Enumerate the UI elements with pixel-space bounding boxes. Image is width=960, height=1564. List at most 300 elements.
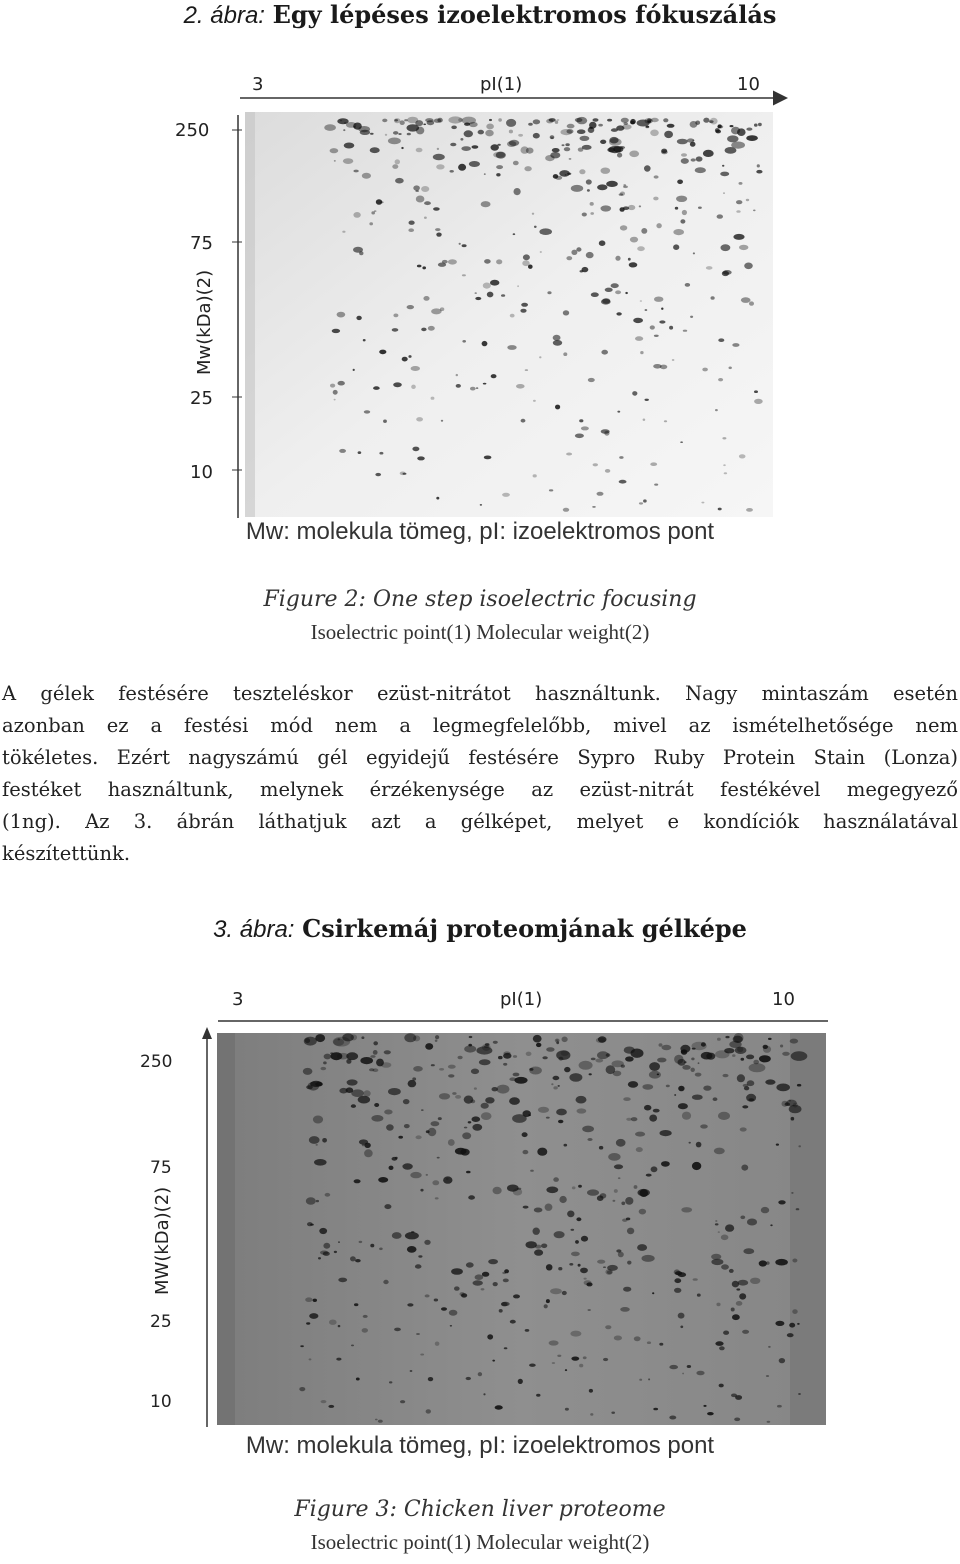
gel-spot <box>787 1333 794 1337</box>
gel-spot <box>383 1280 388 1284</box>
gel-spot <box>732 1054 735 1057</box>
gel-spot <box>513 1055 517 1058</box>
gel-spot <box>590 212 594 215</box>
gel-spot <box>731 1394 737 1398</box>
gel-spot <box>336 1358 341 1361</box>
gel-spot <box>330 384 335 388</box>
gel-spot <box>721 244 731 251</box>
gel-spot <box>593 118 599 121</box>
gel-spot <box>767 1421 771 1423</box>
gel-spot <box>675 207 678 210</box>
gel-spot <box>778 1200 785 1204</box>
gel-spot <box>323 1061 327 1064</box>
gel-spot <box>378 1420 383 1423</box>
gel-spot <box>625 1197 633 1205</box>
gel-spot <box>343 158 353 164</box>
gel-spot <box>316 1144 318 1146</box>
gel-spot <box>408 355 411 358</box>
figure-2-heading: Egy lépéses izoelektromos fókuszálás <box>272 0 777 29</box>
gel-spot <box>651 118 659 122</box>
gel-spot <box>461 146 471 151</box>
gel-spot <box>526 1052 532 1056</box>
gel-spot <box>561 129 573 135</box>
gel-spot <box>550 135 555 139</box>
gel-spot <box>428 326 435 331</box>
gel-spot <box>597 184 607 190</box>
gel-spot <box>340 120 342 122</box>
gel-spot <box>625 292 628 294</box>
gel-spot <box>484 456 492 460</box>
gel-spot <box>436 233 441 237</box>
gel-spot <box>740 1216 745 1220</box>
gel-spot <box>381 1062 392 1068</box>
gel-spot <box>374 1103 379 1107</box>
gel-spot <box>637 1244 647 1251</box>
gel-spot <box>797 1323 800 1325</box>
gel-spot <box>674 1055 683 1064</box>
gel-spot <box>722 271 729 276</box>
gel-spot <box>564 1144 568 1147</box>
gel-spot <box>407 1303 413 1306</box>
gel-spot <box>305 1297 312 1302</box>
gel-spot <box>663 118 668 122</box>
gel-spot <box>509 140 519 146</box>
gel-spot <box>673 244 679 250</box>
gel-spot <box>737 128 746 136</box>
gel-spot <box>623 1287 631 1292</box>
gel-spot <box>718 1231 720 1233</box>
gel-spot <box>753 1060 759 1065</box>
figure-2-y-tick-25: 25 <box>190 388 213 409</box>
gel-spot <box>681 153 687 156</box>
gel-spot <box>621 118 629 123</box>
figure-2-caption-hu: Mw: molekula tömeg, pI: izoelektromos pont <box>245 518 715 545</box>
gel-spot <box>644 1105 651 1111</box>
gel-spot <box>415 190 419 192</box>
gel-spot <box>478 130 484 135</box>
gel-spot <box>555 405 560 410</box>
gel-spot <box>553 1076 560 1080</box>
gel-spot <box>725 1224 734 1231</box>
gel-spot <box>469 122 478 127</box>
gel-spot <box>577 129 586 134</box>
gel-spot <box>732 343 739 347</box>
gel-spot <box>482 341 488 346</box>
gel-spot <box>417 265 422 268</box>
gel-spot <box>549 489 553 491</box>
gel-spot <box>581 426 589 430</box>
gel-spot <box>607 148 615 153</box>
gel-spot <box>605 469 610 473</box>
gel-spot <box>792 1309 797 1314</box>
gel-spot <box>567 124 575 129</box>
gel-spot <box>384 1110 392 1115</box>
gel-spot <box>509 1077 516 1081</box>
gel-spot <box>621 1202 625 1206</box>
gel-spot <box>442 260 448 264</box>
gel-spot <box>509 130 513 134</box>
gel-spot <box>579 169 585 174</box>
gel-spot <box>667 124 675 128</box>
gel-spot <box>692 140 694 142</box>
gel-spot <box>616 1139 626 1147</box>
gel-spot <box>628 205 635 210</box>
gel-spot <box>398 133 401 135</box>
gel-spot <box>478 1372 482 1376</box>
gel-spot <box>462 1132 471 1139</box>
gel-spot <box>718 338 724 342</box>
gel-spot <box>709 120 714 123</box>
gel-spot <box>734 1418 740 1422</box>
gel-spot <box>763 1046 771 1053</box>
gel-spot <box>551 1083 553 1085</box>
gel-spot <box>582 213 587 217</box>
gel-spot <box>526 148 534 154</box>
gel-spot <box>375 1419 378 1421</box>
gel-spot <box>337 312 346 318</box>
gel-spot <box>407 117 418 124</box>
gel-spot <box>603 1266 606 1268</box>
gel-spot <box>523 1150 529 1154</box>
gel-spot <box>530 1170 534 1172</box>
gel-spot <box>687 1365 691 1368</box>
gel-spot <box>730 125 734 127</box>
figure-2-x-min: 3 <box>252 74 264 95</box>
gel-spot <box>416 1333 420 1335</box>
gel-spot <box>546 1047 554 1052</box>
gel-spot <box>525 369 528 371</box>
gel-spot <box>611 1412 615 1414</box>
gel-spot <box>703 1086 711 1091</box>
gel-spot <box>325 1193 331 1197</box>
gel-spot <box>571 1229 575 1231</box>
gel-spot <box>411 385 416 389</box>
gel-spot <box>469 161 480 167</box>
gel-spot <box>359 1241 363 1243</box>
gel-spot <box>653 197 658 201</box>
figure-3-gel-image <box>0 975 960 1435</box>
gel-spot <box>724 1048 734 1053</box>
gel-spot <box>395 1157 398 1159</box>
gel-spot <box>738 1280 749 1286</box>
gel-spot <box>480 504 482 506</box>
gel-spot <box>299 1387 305 1391</box>
gel-spot <box>454 1286 460 1290</box>
gel-spot <box>393 382 402 387</box>
gel-spot <box>562 144 565 146</box>
gel-spot <box>464 1045 476 1052</box>
gel-spot <box>718 378 723 381</box>
gel-spot <box>660 1130 672 1136</box>
gel-spot <box>643 499 647 502</box>
gel-spot <box>540 251 542 253</box>
gel-spot <box>427 120 435 125</box>
gel-spot <box>634 1185 638 1189</box>
gel-spot <box>697 1294 701 1297</box>
gel-spot <box>309 1313 318 1319</box>
gel-spot <box>472 145 479 148</box>
gel-spot <box>448 1065 456 1069</box>
gel-spot <box>746 508 753 512</box>
gel-spot <box>513 1294 520 1298</box>
gel-spot <box>443 1176 452 1183</box>
gel-spot <box>448 259 457 264</box>
figure-3-y-label: MW(kDa)(2) <box>152 1186 173 1295</box>
gel-spot <box>452 1092 456 1095</box>
gel-spot <box>426 1130 430 1133</box>
gel-spot <box>433 207 440 210</box>
gel-spot <box>362 173 371 179</box>
gel-spot <box>550 1288 562 1294</box>
gel-spot <box>313 1299 317 1302</box>
gel-spot <box>488 1259 498 1264</box>
gel-spot <box>630 121 635 125</box>
gel-spot <box>605 288 613 292</box>
gel-spot <box>547 291 551 294</box>
gel-spot <box>607 119 612 122</box>
gel-spot <box>439 1068 444 1071</box>
gel-spot <box>464 1127 467 1129</box>
gel-spot <box>648 1378 650 1380</box>
gel-spot <box>407 133 411 136</box>
gel-spot <box>768 1346 771 1348</box>
gel-spot <box>421 1109 424 1111</box>
gel-spot <box>481 1112 492 1120</box>
gel-spot <box>475 297 481 300</box>
gel-spot <box>499 1309 503 1313</box>
gel-spot <box>571 1252 580 1257</box>
figure-2-x-label: pI(1) <box>480 74 523 95</box>
gel-spot <box>490 280 499 286</box>
gel-spot <box>338 1278 347 1283</box>
gel-spot <box>634 1336 641 1341</box>
gel-spot <box>363 339 366 341</box>
gel-spot <box>631 1049 644 1058</box>
gel-spot <box>338 1241 340 1243</box>
gel-spot <box>549 118 556 122</box>
gel-spot <box>546 1187 558 1194</box>
gel-spot <box>514 188 521 195</box>
gel-spot <box>410 1172 421 1178</box>
gel-spot <box>310 1224 314 1226</box>
gel-spot <box>569 1263 573 1266</box>
gel-spot <box>502 493 510 497</box>
gel-spot <box>428 1377 433 1381</box>
gel-spot <box>630 237 638 243</box>
gel-spot <box>435 1035 439 1039</box>
gel-spot <box>636 1147 643 1152</box>
gel-spot <box>559 1196 566 1203</box>
gel-spot <box>533 1035 542 1043</box>
figure-3-caption-en-title: Figure 3: Chicken liver proteome <box>294 1497 666 1522</box>
gel-spot <box>777 1405 782 1408</box>
gel-spot <box>718 508 722 511</box>
gel-spot <box>370 1055 375 1058</box>
gel-spot <box>413 1066 423 1072</box>
gel-spot <box>654 297 663 302</box>
gel-spot <box>385 134 387 136</box>
gel-spot <box>716 1303 720 1307</box>
gel-spot <box>653 1408 658 1411</box>
gel-spot <box>627 1261 631 1265</box>
gel-spot <box>571 250 577 255</box>
gel-spot <box>650 130 659 137</box>
gel-spot <box>392 1232 402 1239</box>
gel-spot <box>501 1302 510 1306</box>
gel-spot <box>651 1166 658 1172</box>
gel-spot <box>604 431 609 436</box>
gel-spot <box>461 1293 467 1297</box>
gel-spot <box>507 1185 519 1192</box>
gel-spot <box>570 1331 581 1337</box>
gel-spot <box>701 502 704 504</box>
gel-spot <box>613 1200 616 1202</box>
gel-spot <box>639 1209 646 1215</box>
gel-spot <box>400 1400 405 1403</box>
gel-spot <box>682 1065 690 1070</box>
figure-2-label: 2. ábra: <box>183 2 265 29</box>
gel-spot <box>435 1342 440 1346</box>
gel-spot <box>506 119 516 127</box>
paragraph-line: (1ng). Az 3. ábrán láthatjuk azt a gélképet, melyet e kondíciók használatával <box>2 810 958 833</box>
gel-spot <box>698 1062 700 1064</box>
gel-spot <box>354 1303 358 1306</box>
gel-spot <box>766 1375 769 1377</box>
gel-spot <box>566 453 572 456</box>
gel-spot <box>361 1036 364 1039</box>
gel-spot <box>558 1120 563 1123</box>
gel-spot <box>424 201 431 205</box>
gel-spot <box>525 1329 530 1332</box>
gel-spot <box>693 252 695 254</box>
gel-spot <box>622 1219 627 1222</box>
gel-spot <box>522 260 529 266</box>
gel-spot <box>618 1252 624 1258</box>
gel-spot <box>541 1244 547 1249</box>
gel-spot <box>358 1096 370 1104</box>
gel-spot <box>719 1384 724 1388</box>
gel-spot <box>516 384 525 389</box>
gel-spot <box>611 283 619 288</box>
figure-3-y-tick-10: 10 <box>150 1392 172 1412</box>
gel-spot <box>791 1192 793 1194</box>
gel-spot <box>725 1036 729 1038</box>
gel-spot <box>496 152 506 159</box>
gel-spot <box>389 1381 392 1383</box>
gel-spot <box>334 1251 337 1253</box>
gel-spot <box>739 1293 746 1299</box>
gel-spot <box>620 225 627 230</box>
gel-spot <box>416 196 425 203</box>
figure-2-caption-en-sub: Isoelectric point(1) Molecular weight(2) <box>310 620 650 644</box>
gel-spot <box>456 384 461 388</box>
paragraph-line: azonban ez a festési mód nem a legmegfelelőbb, mivel az ismételhetősége nem <box>2 714 958 737</box>
gel-spot <box>564 1067 570 1072</box>
gel-spot <box>707 1412 714 1415</box>
gel-spot <box>575 118 583 122</box>
gel-spot <box>632 391 637 396</box>
gel-spot <box>633 318 643 323</box>
gel-spot <box>479 1059 491 1065</box>
gel-spot <box>557 1355 561 1357</box>
gel-spot <box>355 1259 361 1262</box>
gel-spot <box>353 123 362 130</box>
figure-3-y-tick-75: 75 <box>150 1158 172 1178</box>
gel-spot <box>643 419 646 421</box>
gel-spot <box>599 1146 603 1150</box>
gel-spot <box>485 1097 494 1103</box>
gel-spot <box>492 1360 495 1362</box>
gel-spot <box>557 119 560 121</box>
gel-spot <box>587 1138 592 1141</box>
gel-spot <box>330 148 339 153</box>
gel-spot <box>578 1185 582 1188</box>
figure-2-y-tick-75: 75 <box>190 233 213 254</box>
gel-spot <box>711 296 715 300</box>
gel-spot <box>384 1204 391 1209</box>
gel-spot <box>410 1370 413 1372</box>
gel-spot <box>464 1096 474 1104</box>
gel-spot <box>513 233 516 235</box>
gel-spot <box>424 217 427 219</box>
gel-spot <box>717 1038 721 1041</box>
gel-spot <box>526 1241 537 1248</box>
figure-3-y-tick-250: 250 <box>140 1052 173 1072</box>
gel-spot <box>485 130 493 137</box>
gel-spot <box>606 181 618 187</box>
gel-spot <box>700 1124 708 1128</box>
gel-spot <box>503 1053 511 1059</box>
gel-spot <box>552 1362 555 1364</box>
gel-spot <box>309 1358 312 1360</box>
gel-spot <box>522 1132 528 1137</box>
gel-spot <box>426 1409 431 1413</box>
gel-spot <box>692 1095 703 1100</box>
gel-spot <box>521 419 526 423</box>
figure-3-title <box>0 914 960 945</box>
gel-spot <box>659 1043 663 1047</box>
gel-spot <box>403 1099 410 1104</box>
gel-spot <box>703 150 714 157</box>
gel-spot <box>723 1331 729 1335</box>
gel-spot <box>379 1248 383 1251</box>
gel-spot <box>353 170 358 173</box>
gel-spot <box>711 1254 721 1260</box>
gel-spot <box>370 1244 374 1248</box>
gel-spot <box>484 173 486 175</box>
gel-spot <box>455 1095 461 1099</box>
gel-spot <box>734 1033 744 1043</box>
gel-spot <box>324 124 336 131</box>
gel-spot <box>404 1124 410 1128</box>
gel-spot <box>483 283 491 289</box>
gel-spot <box>741 1058 745 1061</box>
gel-spot <box>375 473 381 476</box>
gel-spot <box>398 1136 403 1139</box>
gel-spot <box>466 1171 471 1174</box>
gel-spot <box>436 164 444 169</box>
gel-spot <box>583 1356 587 1359</box>
gel-spot <box>486 124 494 130</box>
gel-spot <box>719 1346 725 1350</box>
gel-spot <box>513 161 519 166</box>
gel-spot <box>304 1037 317 1046</box>
gel-spot <box>756 170 762 174</box>
gel-spot <box>690 316 693 318</box>
gel-spot <box>669 1416 676 1420</box>
gel-spot <box>723 1074 729 1077</box>
gel-spot <box>546 1264 553 1270</box>
